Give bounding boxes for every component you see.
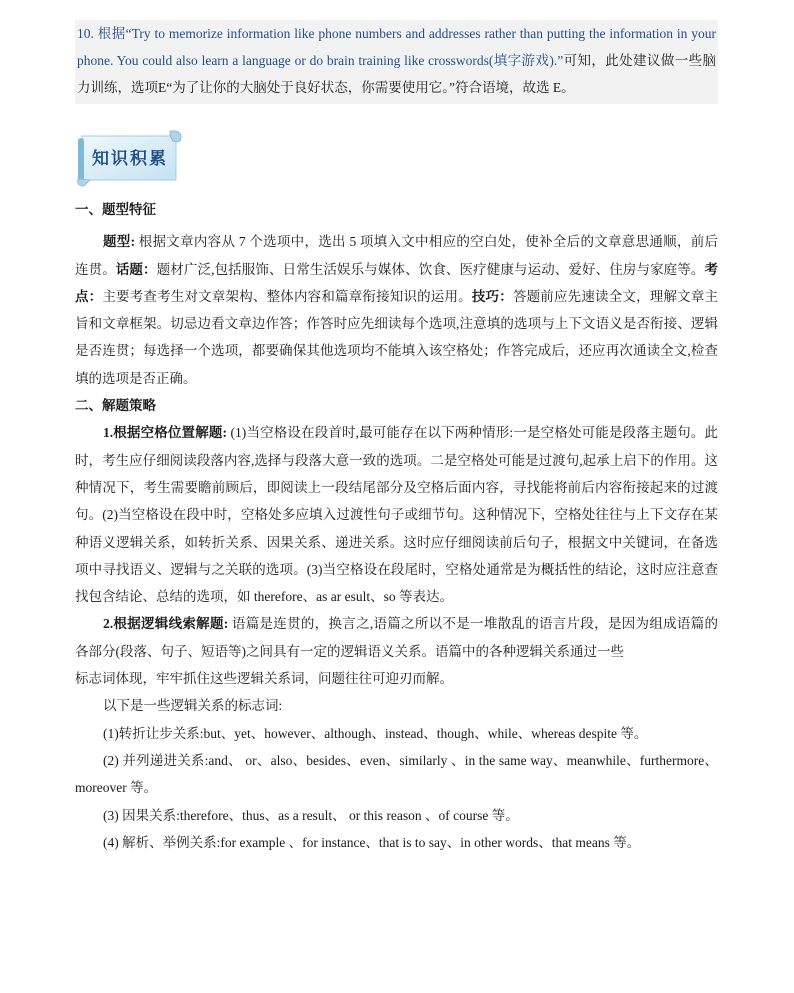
- term-question-type: 题型:: [103, 234, 136, 250]
- term-blank-position: 1.根据空格位置解题:: [103, 425, 228, 441]
- markers-intro: 以下是一些逻辑关系的标志词:: [103, 698, 283, 714]
- answer-explanation-box: [75, 20, 718, 104]
- text-topic: 题材广泛,包括服饰、日常生活娱乐与媒体、饮食、医疗健康与运动、爱好、住房与家庭等。: [156, 261, 705, 277]
- knowledge-accumulation-banner: [75, 129, 183, 187]
- text-question-type: 根据文章内容从 7 个选项中，选出 5 项填入文中相应的空白处，使补全后的文章意思通顺，前后连贯。: [75, 234, 719, 277]
- text-test-point: 主要考查考生对文章架构、整体内容和篇章衔接知识的运用。: [102, 288, 472, 304]
- term-topic: 话题：: [115, 261, 157, 277]
- marker-item-cause-effect: (3) 因果关系:therefore、thus、as a result、 or this reason 、of course 等。: [103, 807, 519, 823]
- text-technique: 答题前应先速读全文，理解文章主旨和文章框架。切忌边看文章边作答；作答时应先细读每个选项,注意填的选项与上下文语义是否衔接、逻辑是否连贯；每选择一个选项，都要确保其他选项均不能填入该空格处；作答完成后，还应再次通读全文,检查填的选项是否正确。: [75, 288, 719, 386]
- answer-quote-text: 10. 根据“Try to memorize information like phone numbers and addresses rather than putting the information in your phone. You could also learn a language or do brain training like crosswords(填字游戏).”: [77, 26, 716, 68]
- answer-explanation-text: 可知，此处建议做一些脑力训练，选项E“为了让你的大脑处于良好状态，你需要使用它。”符合语境，故选 E。: [77, 53, 716, 95]
- section-heading-strategy: 二、解题策略: [75, 398, 156, 414]
- marker-item-contrast: (1)转折让步关系:but、yet、however、although、instead、though、while、whereas despite 等。: [103, 725, 648, 741]
- question-type-paragraph: [75, 228, 718, 392]
- section-heading-question-type: 一、题型特征: [75, 202, 156, 217]
- text-logic-clue-continuation: 标志词体现，牢牢抓住这些逻辑关系词，问题往往可迎刃而解。: [75, 671, 453, 687]
- term-logic-clue: 2.根据逻辑线索解题:: [103, 616, 229, 632]
- text-logic-clue: 语篇是连贯的，换言之,语篇之所以不是一堆散乱的语言片段，是因为组成语篇的各部分(段落、句子、短语等)之间具有一定的逻辑语义关系。语篇中的各种逻辑关系通过一些: [75, 616, 718, 659]
- term-test-point: 考点：: [75, 261, 719, 304]
- term-technique: 技巧：: [471, 288, 513, 304]
- strategy-logic-clue-paragraph: [75, 610, 718, 692]
- banner-label: 知识积累: [92, 149, 168, 169]
- marker-item-progression: (2) 并列递进关系:and、 or、also、besides、even、similarly 、in the same way、meanwhile、furthermore、moreover 等。: [75, 752, 718, 796]
- strategy-blank-position-paragraph: [75, 419, 718, 610]
- main-content: [75, 196, 718, 856]
- marker-item-example: (4) 解析、举例关系:for example 、for instance、that is to say、in other words、that means 等。: [103, 834, 641, 850]
- text-blank-position: (1)当空格设在段首时,最可能存在以下两种情形:一是空格处可能是段落主题句。此时，考生应仔细阅读段落内容,选择与段落大意一致的选项。二是空格处可能是过渡句,起承上启下的作用。这种情况下，考生需要瞻前顾后，即阅读上一段结尾部分及空格后面内容，寻找能将前后内容衔接起来的过渡句。(2)当空格设在段中时，空格处多应填入过渡性句子或细节句。这种情况下，空格处往往与上下文存在某种语义逻辑关系，如转折关系、因果关系、递进关系。这时应仔细阅读前后句子，根据文中关键词，在备选项中寻找语义、逻辑与之关联的选项。(3)当空格设在段尾时，空格处通常是为概括性的结论，这时应注意查找包含结论、总结的选项，如 therefore、as ar esult、so 等表达。: [75, 425, 718, 605]
